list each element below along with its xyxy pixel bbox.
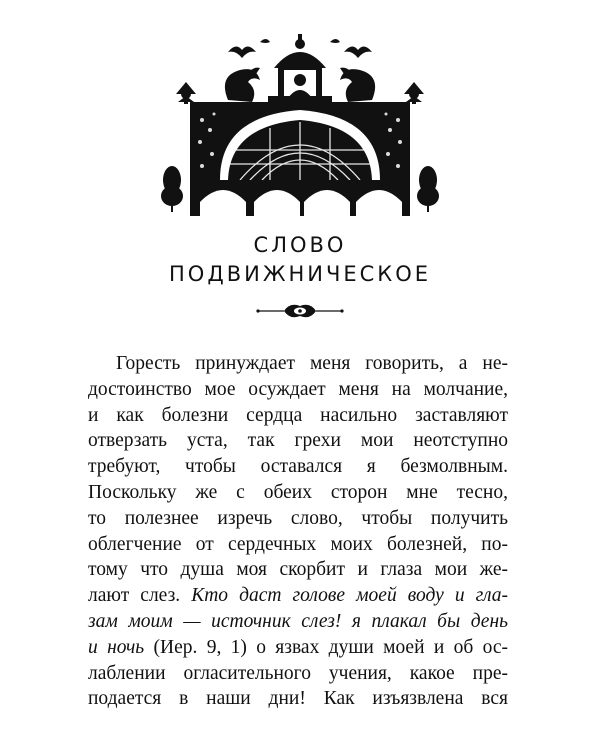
text-line — [88, 583, 508, 609]
text-line — [88, 661, 508, 687]
text-line — [88, 403, 508, 429]
text-line — [88, 480, 508, 506]
text-line — [88, 686, 508, 712]
text-fragment: Горесть принуждает меня говорить, а не- — [116, 353, 508, 374]
text-fragment: и как болезни сердца насильно заставляют — [88, 404, 508, 426]
italic-quote-fragment: Кто даст голове моей воду и гла- — [191, 585, 509, 607]
text-fragment: лаблении огласительного учения, какое пре- — [88, 662, 508, 684]
text-fragment: отверзать уста, так грехи мои неотступно — [88, 430, 508, 452]
right-tree-icon — [417, 166, 439, 212]
text-fragment: облегчение от сердечных моих болезней, по- — [88, 533, 508, 555]
left-tree-icon — [161, 166, 183, 212]
text-fragment: (Иер. 9, 1) о язвах души моей и об ос- — [144, 636, 508, 658]
text-fragment: тому что душа моя скорбит и глаза мои же- — [88, 559, 508, 581]
italic-quote-fragment: зам моим — источник слез! я плакал бы день — [88, 610, 508, 632]
text-fragment: Поскольку же с обеих сторон мне тесно, — [88, 481, 508, 503]
text-line — [88, 609, 508, 635]
chapter-title-line-1: СЛОВО — [253, 233, 347, 257]
body-paragraph — [88, 351, 508, 712]
ornamental-headpiece-icon — [150, 30, 450, 220]
text-line — [88, 428, 508, 454]
italic-quote-fragment: и ночь — [88, 636, 145, 658]
fleuron-divider-icon — [254, 300, 346, 322]
text-fragment: достоинство мое осуждает меня на молчание, — [88, 378, 508, 400]
central-canopy-icon — [268, 34, 332, 102]
chapter-title-line-2: ПОДВИЖНИЧЕСКОЕ — [169, 262, 431, 286]
text-fragment: подается в наши дни! Как изъязвлена вся — [88, 688, 508, 710]
text-line — [88, 532, 508, 558]
text-line — [88, 377, 508, 403]
text-fragment: то полезнее изречь слово, чтобы получить — [88, 507, 508, 529]
text-line — [88, 454, 508, 480]
text-line — [88, 506, 508, 532]
text-line — [88, 635, 508, 661]
text-line — [88, 557, 508, 583]
text-fragment: лают слез. — [88, 585, 192, 607]
text-line — [88, 351, 508, 377]
text-fragment: требуют, чтобы оставался я безмолвным. — [88, 456, 508, 478]
